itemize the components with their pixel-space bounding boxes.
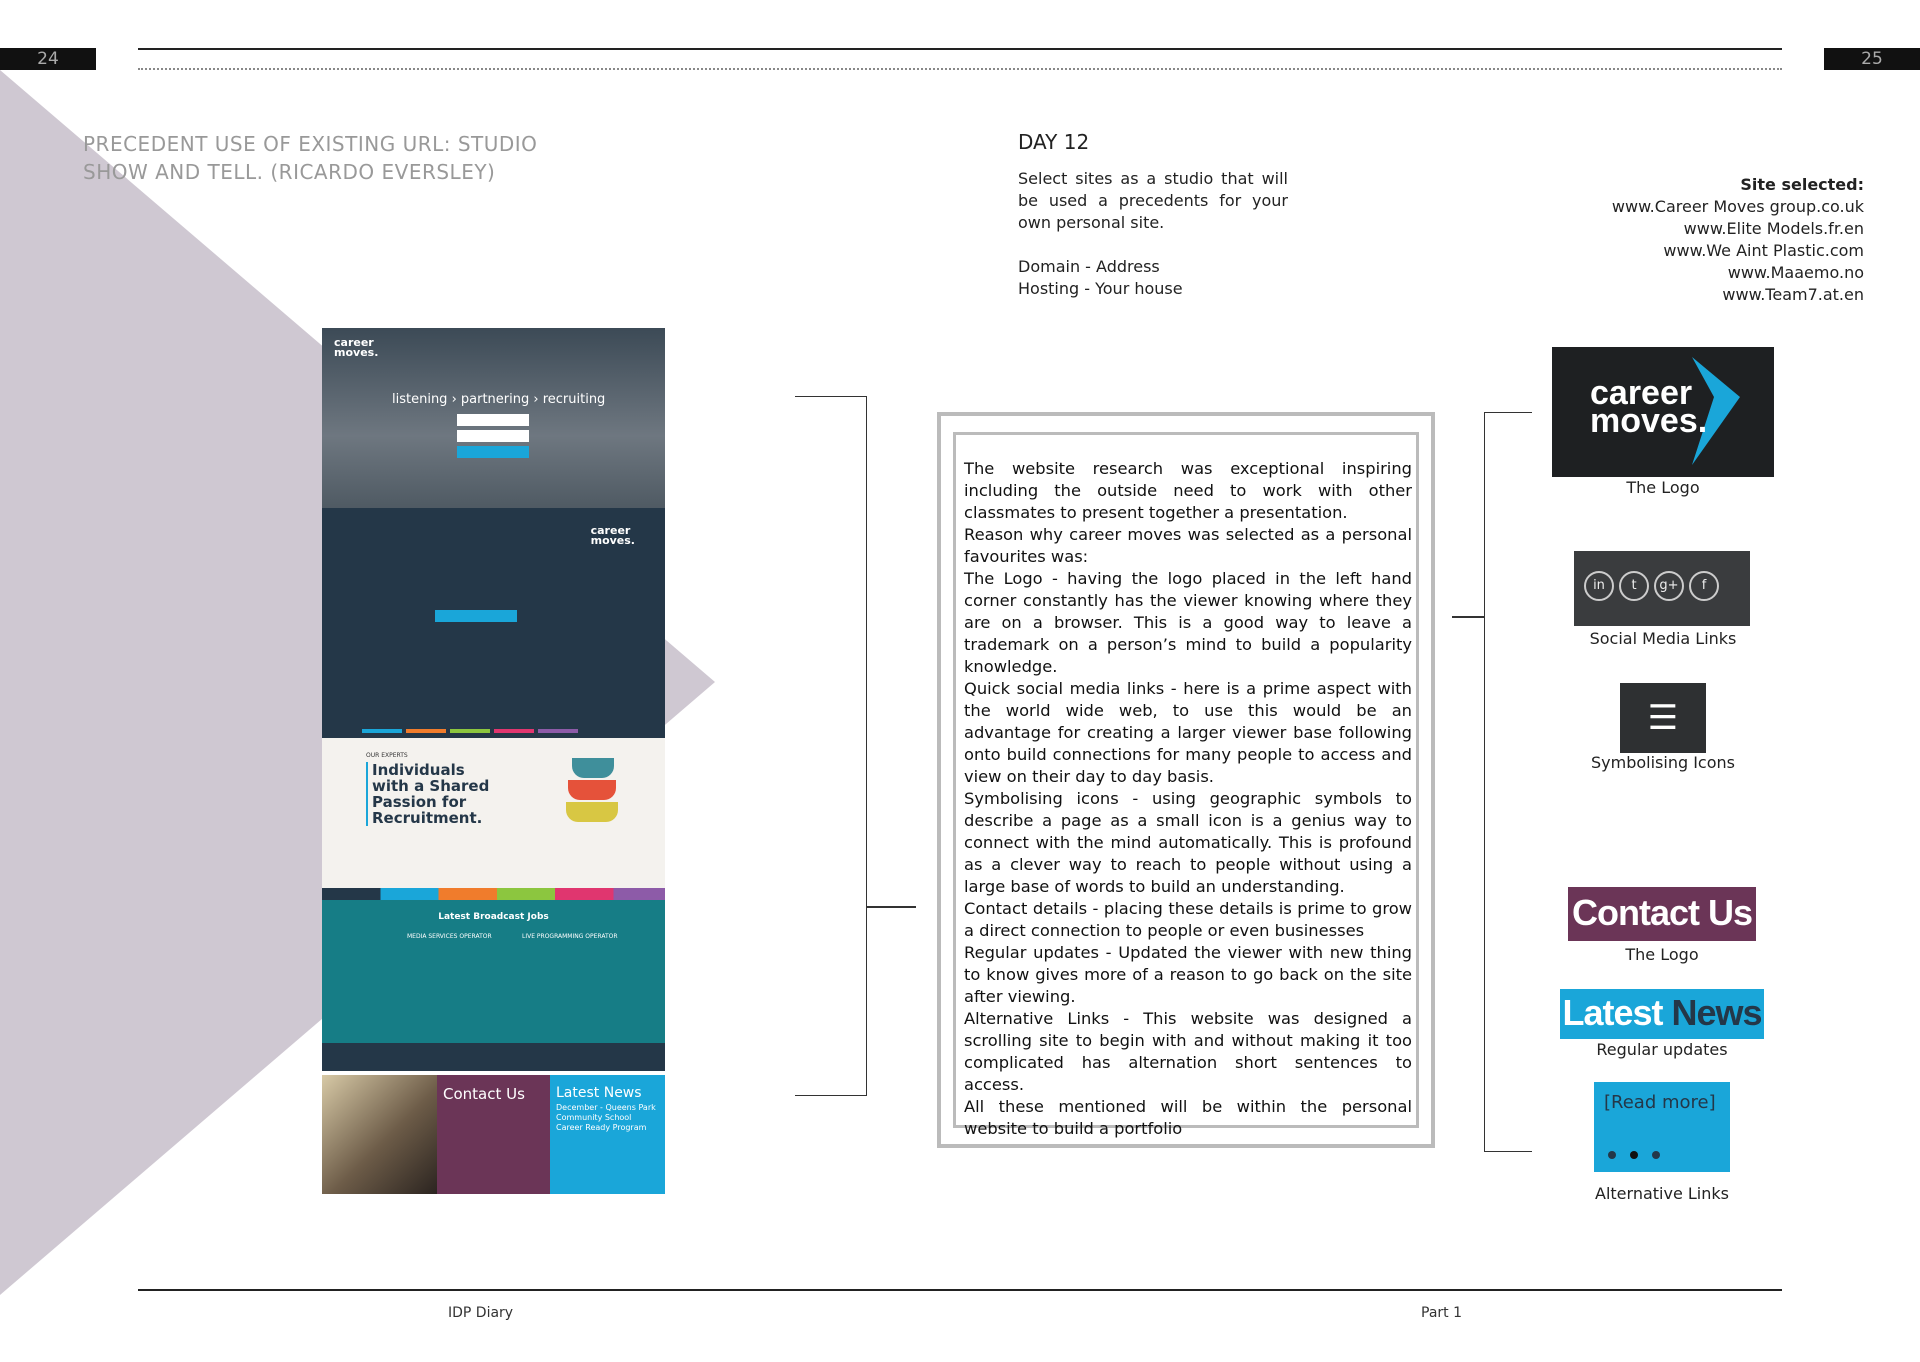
body-paragraph: The website research was exceptional inspiring including the outside need to work with other classmates to present together a presentation. xyxy=(964,459,1412,522)
page-heading: PRECEDENT USE OF EXISTING URL: STUDIO SHOW AND TELL. (RICARDO EVERSLEY) xyxy=(83,132,538,184)
shot-jobs-title: Latest Broadcast Jobs xyxy=(438,912,549,922)
day-description: Select sites as a studio that will be used a precedents for your own personal site. xyxy=(1018,169,1288,232)
day-text xyxy=(1018,168,1288,300)
site-item: www.We Aint Plastic.com xyxy=(1663,241,1864,260)
text-box-inner xyxy=(953,432,1419,1138)
facebook-icon[interactable]: f xyxy=(1689,571,1719,601)
shot-job2: LIVE PROGRAMMING OPERATOR xyxy=(522,933,618,940)
readmore-link[interactable]: [Read more] xyxy=(1604,1092,1716,1113)
menu-icon[interactable]: ☰ xyxy=(1620,683,1706,753)
left-connector xyxy=(866,906,916,908)
top-rule xyxy=(138,48,1782,50)
site-item: www.Elite Models.fr.en xyxy=(1683,219,1864,238)
hero-section xyxy=(322,328,665,508)
body-paragraph: Quick social media links - here is a prime aspect with the world wide web, to use this would be an advantage for creating a larger viewer base following onto build connections for many people to access and view on their day to day basis. xyxy=(964,679,1412,786)
left-bracket xyxy=(795,396,867,1096)
body-paragraph: Regular updates - Updated the viewer with new thing to know gives more of a reason to go back on the site after viewing. xyxy=(964,943,1412,1006)
footer-left: IDP Diary xyxy=(448,1305,514,1321)
body-paragraph: Symbolising icons - using geographic symbols to describe a page as a small icon is a genius way to connect with the mind automatically. This is profound as a clever way to reach to people without using a large base of words to build an understanding. xyxy=(964,789,1412,896)
news-sample xyxy=(1560,989,1764,1039)
sites-selected xyxy=(1444,174,1864,306)
google-plus-icon[interactable]: g+ xyxy=(1654,571,1684,601)
shot-job1: MEDIA SERVICES OPERATOR xyxy=(407,933,492,940)
right-bracket xyxy=(1484,412,1532,1152)
contact-caption: The Logo xyxy=(1625,945,1699,964)
page-number-right: 25 xyxy=(1824,48,1920,70)
day-hosting: Hosting - Your house xyxy=(1018,279,1183,298)
logo-sample-text: career moves. xyxy=(1590,374,1708,440)
symbol-caption: Symbolising Icons xyxy=(1591,753,1735,772)
social-caption: Social Media Links xyxy=(1589,629,1737,648)
shot-news-item: December - Queens Park Community School Career Ready Program xyxy=(556,1103,656,1132)
linkedin-icon[interactable]: in xyxy=(1584,571,1614,601)
news-caption: Regular updates xyxy=(1596,1040,1728,1059)
body-paragraph: All these mentioned will be within the personal website to build a portfolio xyxy=(964,1097,1412,1138)
day-title: DAY 12 xyxy=(1018,130,1090,154)
camera-photo xyxy=(322,1075,437,1194)
site-item: www.Career Moves group.co.uk xyxy=(1611,197,1864,216)
page-number-left: 24 xyxy=(0,48,96,70)
shot-form xyxy=(457,414,529,426)
logo-sample xyxy=(1552,347,1774,477)
site-item: www.Maaemo.no xyxy=(1727,263,1864,282)
twitter-icon[interactable]: t xyxy=(1619,571,1649,601)
readmore-sample[interactable] xyxy=(1594,1082,1730,1172)
pagination-dots[interactable] xyxy=(1608,1144,1660,1163)
website-screenshot xyxy=(322,328,665,1194)
menu-section xyxy=(322,508,665,738)
shot-logo: career moves. xyxy=(334,336,379,359)
footer-right: Part 1 xyxy=(1421,1305,1462,1321)
jobs-section xyxy=(322,888,665,1043)
shot-menu-logo: career moves. xyxy=(590,524,635,547)
shot-menu-btn xyxy=(435,610,517,622)
cups-image xyxy=(562,758,622,828)
bottom-rule xyxy=(138,1289,1782,1291)
body-paragraph: Alternative Links - This website was designed a scrolling site to begin with and without making it too complicated has alternation short sentences to access. xyxy=(964,1009,1412,1094)
body-paragraph: The Logo - having the logo placed in the left hand corner constantly has the viewer knowing where they are on a browser. This is a good way to leave a trademark on a person’s mind to build a popularity knowledge. xyxy=(964,569,1412,676)
shot-search-btn xyxy=(457,446,529,458)
shot-contact: Contact Us xyxy=(443,1085,525,1103)
news-word2: News xyxy=(1671,992,1762,1033)
logo-caption: The Logo xyxy=(1626,478,1700,497)
news-word1: Latest xyxy=(1562,992,1663,1033)
shot-tagline: listening › partnering › recruiting xyxy=(392,392,606,407)
body-paragraph: Contact details - placing these details is prime to grow a direct connection to people or even businesses xyxy=(964,899,1412,940)
right-connector xyxy=(1452,616,1485,618)
shot-news: Latest News xyxy=(556,1085,642,1101)
nav-strip xyxy=(322,1043,665,1071)
shot-kicker: OUR EXPERTS xyxy=(366,752,408,759)
site-item: www.Team7.at.en xyxy=(1722,285,1864,304)
about-section xyxy=(322,738,665,888)
color-tabs xyxy=(362,718,582,737)
social-sample xyxy=(1574,551,1750,626)
readmore-caption: Alternative Links xyxy=(1595,1184,1729,1203)
contact-section xyxy=(322,1075,665,1194)
day-domain: Domain - Address xyxy=(1018,257,1160,276)
shot-headline: Individuals with a Shared Passion for Recruitment. xyxy=(366,762,501,826)
sites-label: Site selected: xyxy=(1740,175,1864,194)
contact-sample: Contact Us xyxy=(1568,887,1756,941)
shot-form2 xyxy=(457,430,529,442)
body-paragraph: Reason why career moves was selected as a personal favourites was: xyxy=(964,525,1412,566)
text-box xyxy=(937,412,1435,1148)
